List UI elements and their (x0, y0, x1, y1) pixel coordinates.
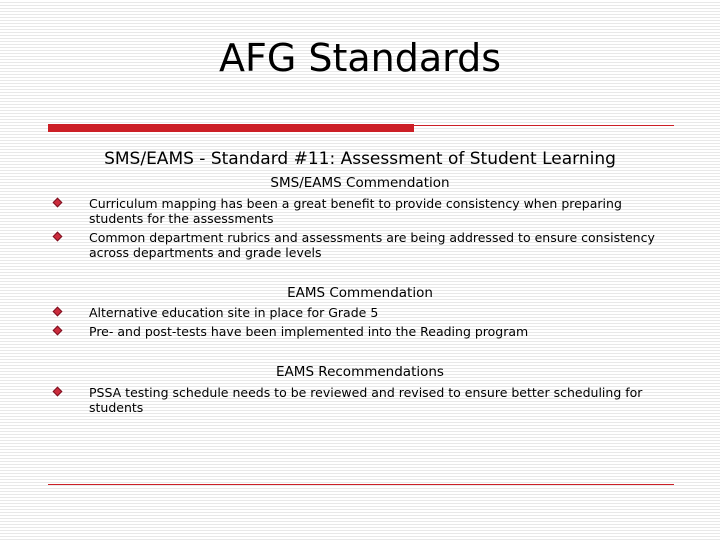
list-item-text: PSSA testing schedule needs to be reviewed and revised to ensure better scheduling for students (89, 385, 643, 415)
diamond-bullet-icon (53, 198, 63, 208)
section-heading-eams-commendation: EAMS Commendation (287, 285, 433, 301)
footer-divider (48, 484, 674, 485)
list-item-text: Pre- and post-tests have been implemented into the Reading program (89, 324, 529, 339)
diamond-bullet-icon (53, 307, 63, 317)
diamond-bullet-icon (53, 387, 63, 397)
diamond-bullet-icon (53, 326, 63, 336)
list-item-text: Curriculum mapping has been a great benefit to provide consistency when preparing students for the assessments (89, 196, 622, 226)
diamond-bullet-icon (53, 232, 63, 242)
title-divider-thin (414, 125, 674, 126)
section-heading-sms-eams-commendation: SMS/EAMS Commendation (270, 175, 450, 191)
slide-subtitle: SMS/EAMS - Standard #11: Assessment of Student Learning (104, 149, 616, 169)
list-item-text: Alternative education site in place for Grade 5 (89, 305, 379, 320)
list-item-text: Common department rubrics and assessments are being addressed to ensure consistency across departments and grade levels (89, 230, 655, 260)
title-divider-thick (48, 124, 414, 132)
section-heading-eams-recommendations: EAMS Recommendations (276, 364, 444, 380)
slide-title: AFG Standards (218, 36, 502, 80)
